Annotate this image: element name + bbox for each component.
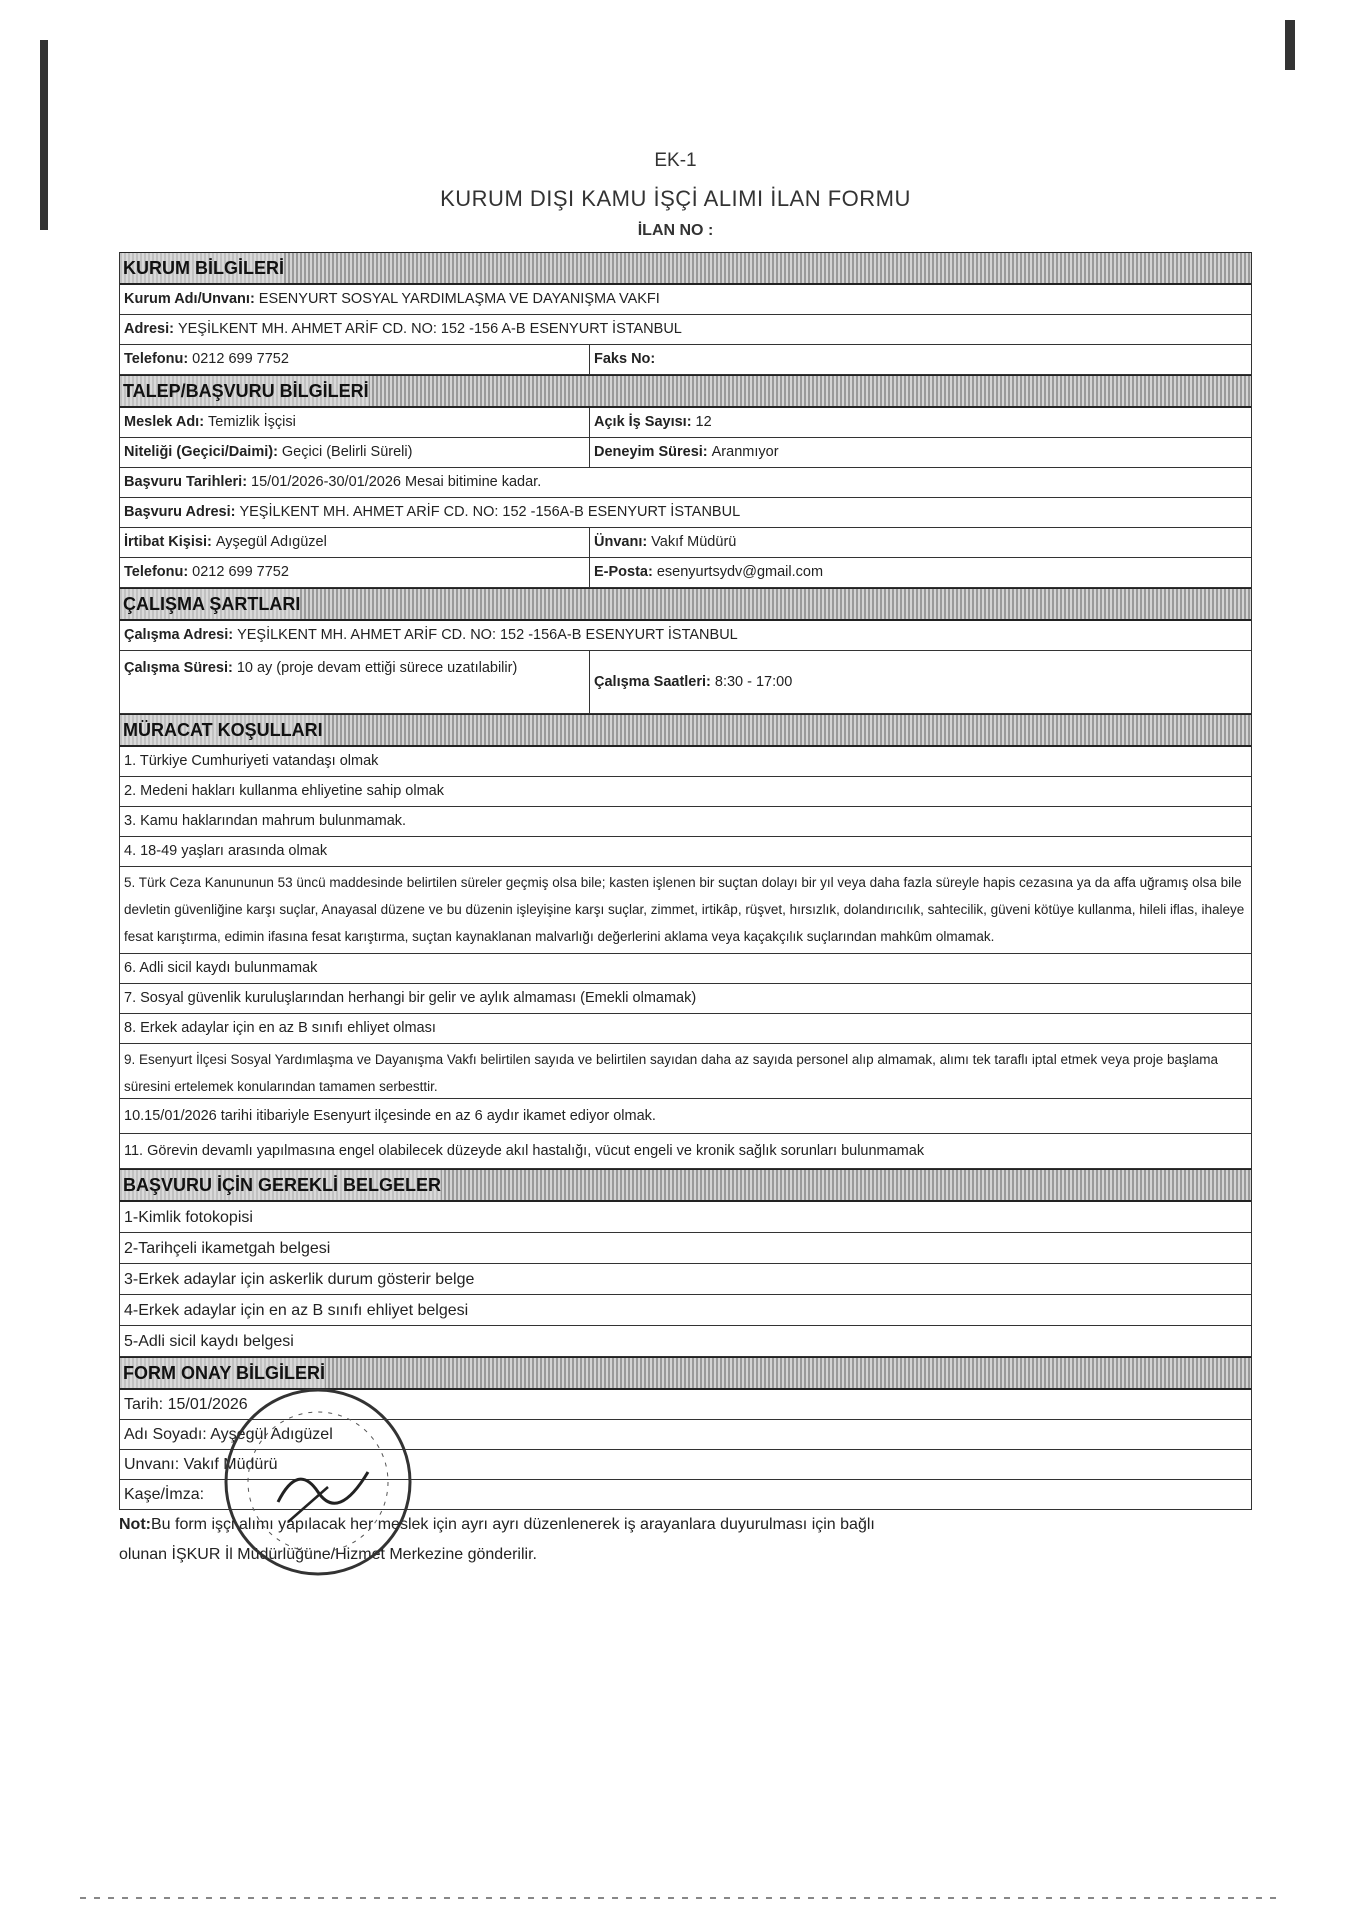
label: Çalışma Saatleri: xyxy=(594,673,711,690)
document-text: 4-Erkek adaylar için en az B sınıfı ehliyet belgesi xyxy=(124,1301,469,1319)
document-item xyxy=(120,1233,1251,1264)
condition-text: 11. Görevin devamlı yapılmasına engel olabilecek düzeyde akıl hastalığı, vücut engeli ve kronik sağlık sorunları bulunmamak xyxy=(124,1142,925,1159)
section-title: FORM ONAY BİLGİLERİ xyxy=(120,1358,325,1388)
value: YEŞİLKENT MH. AHMET ARİF CD. NO: 152 -156A-B ESENYURT İSTANBUL xyxy=(237,627,738,643)
official-stamp-icon xyxy=(218,1382,418,1582)
condition-item xyxy=(120,867,1251,954)
condition-item xyxy=(120,807,1251,837)
condition-text: 3. Kamu haklarından mahrum bulunmamak. xyxy=(124,813,407,829)
value: 12 xyxy=(695,414,712,430)
section-title: MÜRACAT KOŞULLARI xyxy=(120,715,323,745)
job-posting-form xyxy=(119,252,1252,1510)
row-irtibat xyxy=(120,528,1251,558)
value: 0212 699 7752 xyxy=(192,564,289,580)
document-text: 2-Tarihçeli ikametgah belgesi xyxy=(124,1239,331,1257)
label: E-Posta: xyxy=(594,564,653,580)
condition-text: 6. Adli sicil kaydı bulunmamak xyxy=(124,960,318,976)
condition-item xyxy=(120,1134,1251,1169)
approval-date: Tarih: 15/01/2026 xyxy=(124,1396,248,1413)
value: 10 ay (proje devam ettiği sürece uzatılabilir) xyxy=(236,660,518,676)
section-title: ÇALIŞMA ŞARTLARI xyxy=(120,589,300,619)
condition-item xyxy=(120,1014,1251,1044)
value: 15/01/2026-30/01/2026 Mesai bitimine kadar. xyxy=(251,474,542,490)
value: Ayşegül Adıgüzel xyxy=(215,534,327,550)
label: Adresi: xyxy=(124,321,174,337)
value: Vakıf Müdürü xyxy=(651,534,737,550)
row-meslek xyxy=(120,408,1251,438)
label: Deneyim Süresi: xyxy=(594,444,708,460)
document-text: 3-Erkek adaylar için askerlik durum gösterir belge xyxy=(124,1270,475,1288)
approver-name: Adı Soyadı: Ayşegül Adıgüzel xyxy=(124,1426,333,1443)
section-title: BAŞVURU İÇİN GEREKLİ BELGELER xyxy=(120,1170,441,1200)
value: ESENYURT SOSYAL YARDIMLAŞMA VE DAYANIŞMA VAKFI xyxy=(258,291,660,307)
value: 8:30 - 17:00 xyxy=(714,673,793,690)
note-line-1: Bu form işçi alımı yapılacak her meslek için ayrı ayrı düzenlenerek iş arayanlara duyurulması için bağlı xyxy=(150,1516,875,1533)
condition-item xyxy=(120,747,1251,777)
condition-item xyxy=(120,777,1251,807)
label: Başvuru Adresi: xyxy=(124,504,236,520)
email-value: esenyurtsydv@gmail.com xyxy=(656,564,824,580)
condition-text: 9. Esenyurt İlçesi Sosyal Yardımlaşma ve Dayanışma Vakfı belirtilen sayıda ve belirtilen sayıdan daha az sayıda personel alıp almamak, alımı tek taraflı iptal etmek veya proje başlama süresini ertelemek konularından tamamen serbesttir. xyxy=(124,1052,1219,1094)
row-calisma-adres xyxy=(120,621,1251,651)
label: Çalışma Süresi: xyxy=(124,660,233,676)
condition-text: 4. 18-49 yaşları arasında olmak xyxy=(124,843,328,859)
row-basvuru-adres xyxy=(120,498,1251,528)
note-label: Not: xyxy=(119,1516,151,1533)
section-title: TALEP/BAŞVURU BİLGİLERİ xyxy=(120,376,369,406)
label: Açık İş Sayısı: xyxy=(594,414,692,430)
document-text: 1-Kimlik fotokopisi xyxy=(124,1208,253,1226)
section-kurum xyxy=(120,252,1251,285)
label: Telefonu: xyxy=(124,351,189,367)
label: Kurum Adı/Unvanı: xyxy=(124,291,255,307)
condition-item xyxy=(120,1044,1251,1099)
row-nitelik xyxy=(120,438,1251,468)
section-title: KURUM BİLGİLERİ xyxy=(120,253,284,283)
document-item xyxy=(120,1202,1251,1233)
approver-title: Unvanı: Vakıf Müdürü xyxy=(124,1456,278,1473)
section-muracat xyxy=(120,714,1251,747)
row-calisma-sure xyxy=(120,651,1251,714)
annex-label: EK-1 xyxy=(654,150,697,171)
condition-text: 8. Erkek adaylar için en az B sınıfı ehliyet olması xyxy=(124,1020,436,1036)
form-title: KURUM DIŞI KAMU İŞÇİ ALIMI İLAN FORMU xyxy=(440,186,911,211)
document-item xyxy=(120,1326,1251,1357)
condition-text: 7. Sosyal güvenlik kuruluşlarından herhangi bir gelir ve aylık almaması (Emekli olmamak) xyxy=(124,990,697,1006)
label: Çalışma Adresi: xyxy=(124,627,234,643)
row-iletisim xyxy=(120,558,1251,588)
value: Geçici (Belirli Süreli) xyxy=(281,444,413,460)
label: Başvuru Tarihleri: xyxy=(124,474,248,490)
value: YEŞİLKENT MH. AHMET ARİF CD. NO: 152 -156A-B ESENYURT İSTANBUL xyxy=(239,504,741,520)
condition-item xyxy=(120,1099,1251,1134)
condition-item xyxy=(120,954,1251,984)
section-calisma xyxy=(120,588,1251,621)
scan-edge-mark xyxy=(1285,20,1295,70)
value: Temizlik İşçisi xyxy=(208,414,296,430)
row-basvuru-tarih xyxy=(120,468,1251,498)
condition-text: 5. Türk Ceza Kanununun 53 üncü maddesinde belirtilen süreler geçmiş olsa bile; kasten işlenen bir suçtan dolayı bir yıl veya daha fazla süreyle hapis cezasına ya da affa uğramış olsa bile devletin güvenliğine karşı suçlar, Anayasal düzene ve bu düzenin işleyişine karşı suçlar, zimmet, irtikâp, rüşvet, hırsızlık, dolandırıcılık, sahtecilik, güveni kötüye kullanma, hileli iflas, ihaleye fesat karıştırma, edimin ifasına fesat karıştırma, suçtan kaynaklanan malvarlığı değerlerini aklama veya kaçakçılık suçlarından mahkûm olmamak. xyxy=(124,875,1245,944)
document-item xyxy=(120,1295,1251,1326)
label: Telefonu: xyxy=(124,564,189,580)
scan-noise xyxy=(80,1897,1280,1899)
label: Niteliği (Geçici/Daimi): xyxy=(124,444,278,460)
condition-text: 2. Medeni hakları kullanma ehliyetine sahip olmak xyxy=(124,783,444,799)
document-item xyxy=(120,1264,1251,1295)
row-kurum-adi xyxy=(120,285,1251,315)
row-adres xyxy=(120,315,1251,345)
section-belgeler xyxy=(120,1169,1251,1202)
label: Ünvanı: xyxy=(594,534,648,550)
document-text: 5-Adli sicil kaydı belgesi xyxy=(124,1332,294,1350)
section-talep xyxy=(120,375,1251,408)
stamp-signature-label: Kaşe/İmza: xyxy=(124,1486,205,1503)
value: YEŞİLKENT MH. AHMET ARİF CD. NO: 152 -156 A-B ESENYURT İSTANBUL xyxy=(177,321,682,337)
condition-text: 1. Türkiye Cumhuriyeti vatandaşı olmak xyxy=(124,753,379,769)
ilan-no: İLAN NO : xyxy=(637,222,714,239)
condition-item xyxy=(120,984,1251,1014)
row-telefon-faks xyxy=(120,345,1251,375)
value: Aranmıyor xyxy=(711,444,779,460)
label: Faks No: xyxy=(594,351,656,367)
value: 0212 699 7752 xyxy=(192,351,289,367)
label: İrtibat Kişisi: xyxy=(124,534,212,550)
note-line-2: olunan İŞKUR İl Müdürlüğüne/Hizmet Merkezine gönderilir. xyxy=(119,1546,537,1563)
condition-item xyxy=(120,837,1251,867)
condition-text: 10.15/01/2026 tarihi itibariyle Esenyurt ilçesinde en az 6 aydır ikamet ediyor olmak. xyxy=(124,1107,656,1124)
label: Meslek Adı: xyxy=(124,414,205,430)
